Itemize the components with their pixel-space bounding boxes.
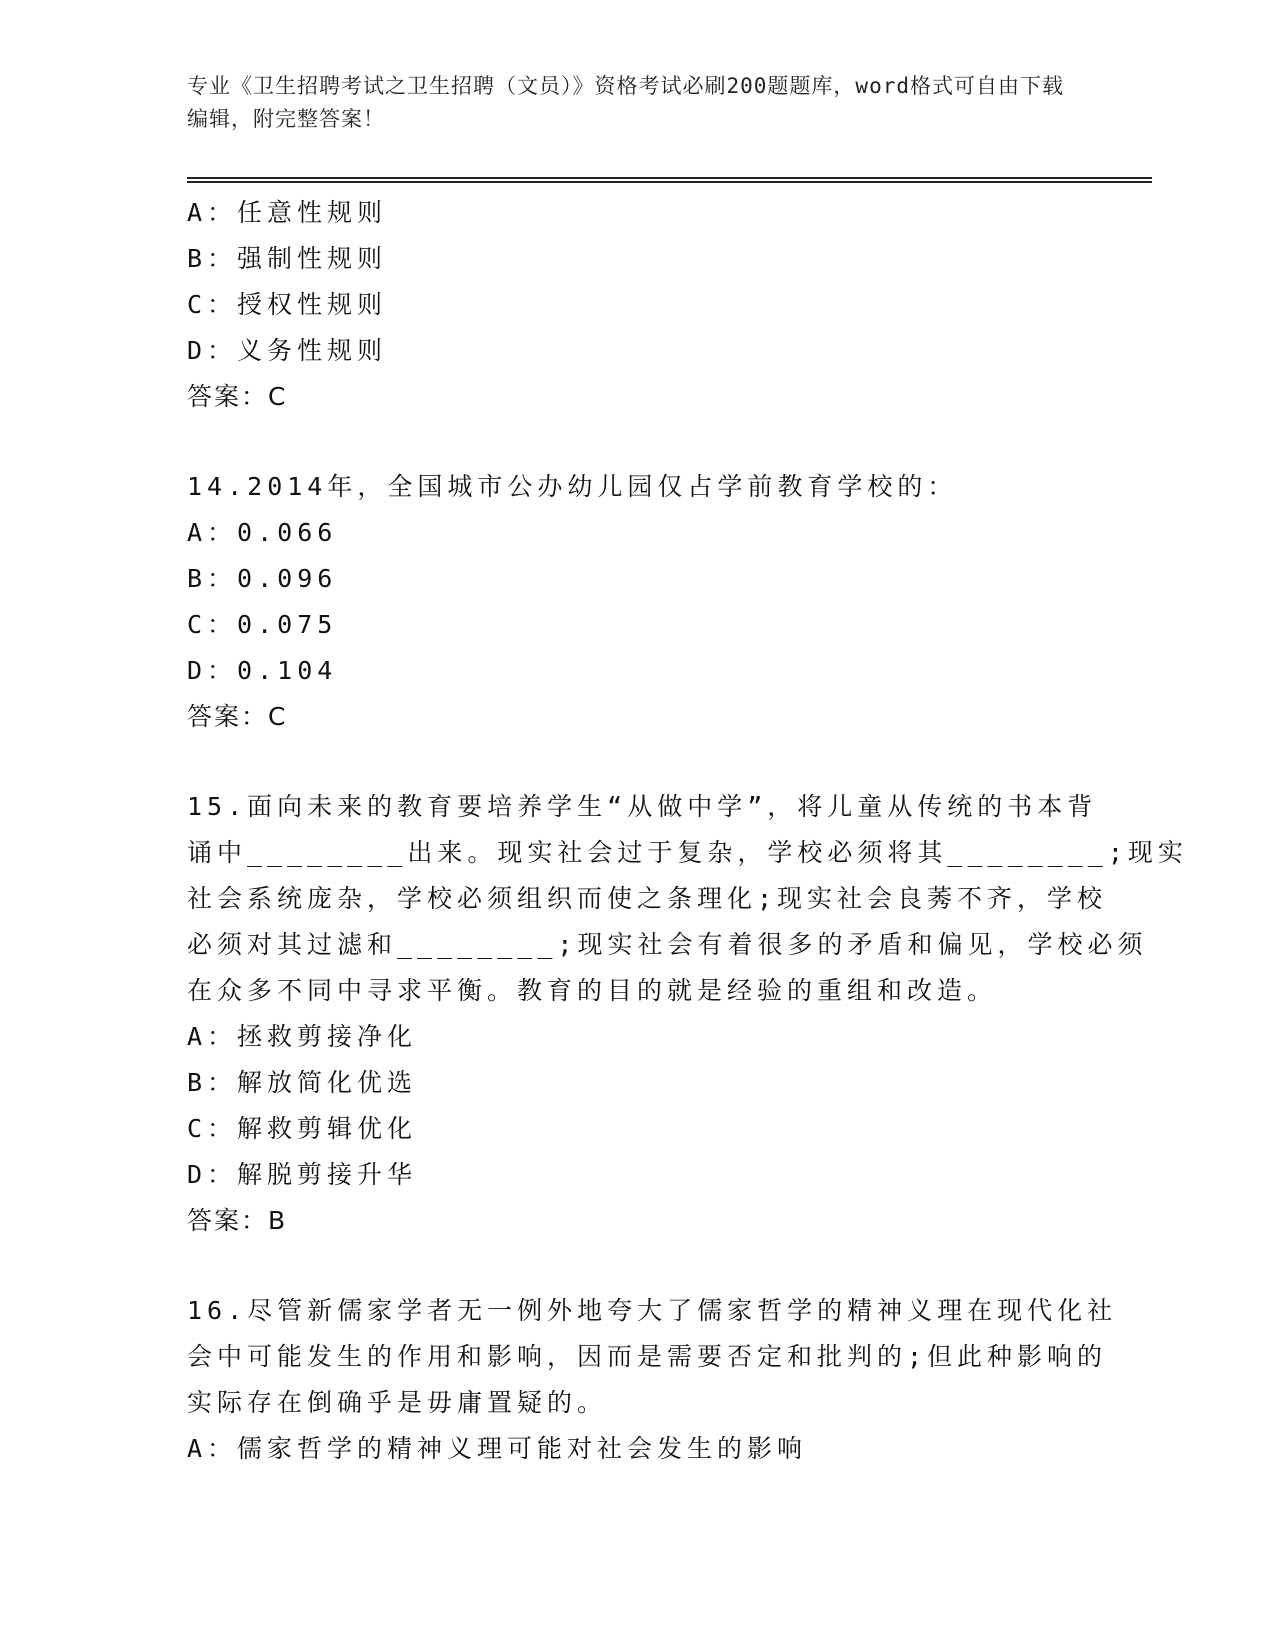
option-c: C：0.075 xyxy=(187,610,338,639)
answer: 答案：C xyxy=(187,382,288,411)
option-d: D：0.104 xyxy=(187,656,338,685)
question-stem-line: 实际存在倒确乎是毋庸置疑的。 xyxy=(187,1388,608,1417)
question-13 xyxy=(187,190,1077,420)
answer: 答案：C xyxy=(187,702,288,731)
question-stem-line: 诵中________出来。现实社会过于复杂，学校必须将其________;现实 xyxy=(187,838,1188,867)
question-stem-line: 必须对其过滤和________;现实社会有着很多的矛盾和偏见，学校必须 xyxy=(187,930,1148,959)
option-a: A：任意性规则 xyxy=(187,198,388,227)
option-a: A：儒家哲学的精神义理可能对社会发生的影响 xyxy=(187,1434,808,1463)
option-c: C：授权性规则 xyxy=(187,290,388,319)
option-a: A：0.066 xyxy=(187,518,338,547)
question-stem-line: 16.尽管新儒家学者无一例外地夸大了儒家哲学的精神义理在现代化社 xyxy=(187,1296,1118,1325)
option-b: B：强制性规则 xyxy=(187,244,388,273)
question-stem: 14.2014年，全国城市公办幼儿园仅占学前教育学校的： xyxy=(187,472,958,501)
answer: 答案：B xyxy=(187,1206,288,1235)
option-c: C：解救剪辑优化 xyxy=(187,1114,418,1143)
header-rule-top xyxy=(187,177,1152,179)
question-16 xyxy=(187,1288,1118,1472)
option-d: D：解脱剪接升华 xyxy=(187,1160,418,1189)
document-body xyxy=(187,190,1188,1472)
option-b: B：0.096 xyxy=(187,564,338,593)
question-15 xyxy=(187,784,1188,1244)
option-a: A：拯救剪接净化 xyxy=(187,1022,418,1051)
header-rule-bottom xyxy=(187,181,1152,183)
question-stem-line: 在众多不同中寻求平衡。教育的目的就是经验的重组和改造。 xyxy=(187,976,998,1005)
question-stem-line: 会中可能发生的作用和影响，因而是需要否定和批判的;但此种影响的 xyxy=(187,1342,1108,1371)
spacer xyxy=(187,740,1077,784)
question-stem-line: 社会系统庞杂，学校必须组织而使之条理化;现实社会良莠不齐，学校 xyxy=(187,884,1108,913)
question-14 xyxy=(187,464,1077,740)
question-stem-line: 15.面向未来的教育要培养学生“从做中学”，将儿童从传统的书本背 xyxy=(187,792,1098,821)
option-d: D：义务性规则 xyxy=(187,336,388,365)
option-b: B：解放简化优选 xyxy=(187,1068,418,1097)
spacer xyxy=(187,420,1077,464)
spacer xyxy=(187,1244,1077,1288)
page-header: 专业《卫生招聘考试之卫生招聘（文员）》资格考试必刷200题题库，word格式可自由下载编辑，附完整答案！ xyxy=(187,74,1064,131)
